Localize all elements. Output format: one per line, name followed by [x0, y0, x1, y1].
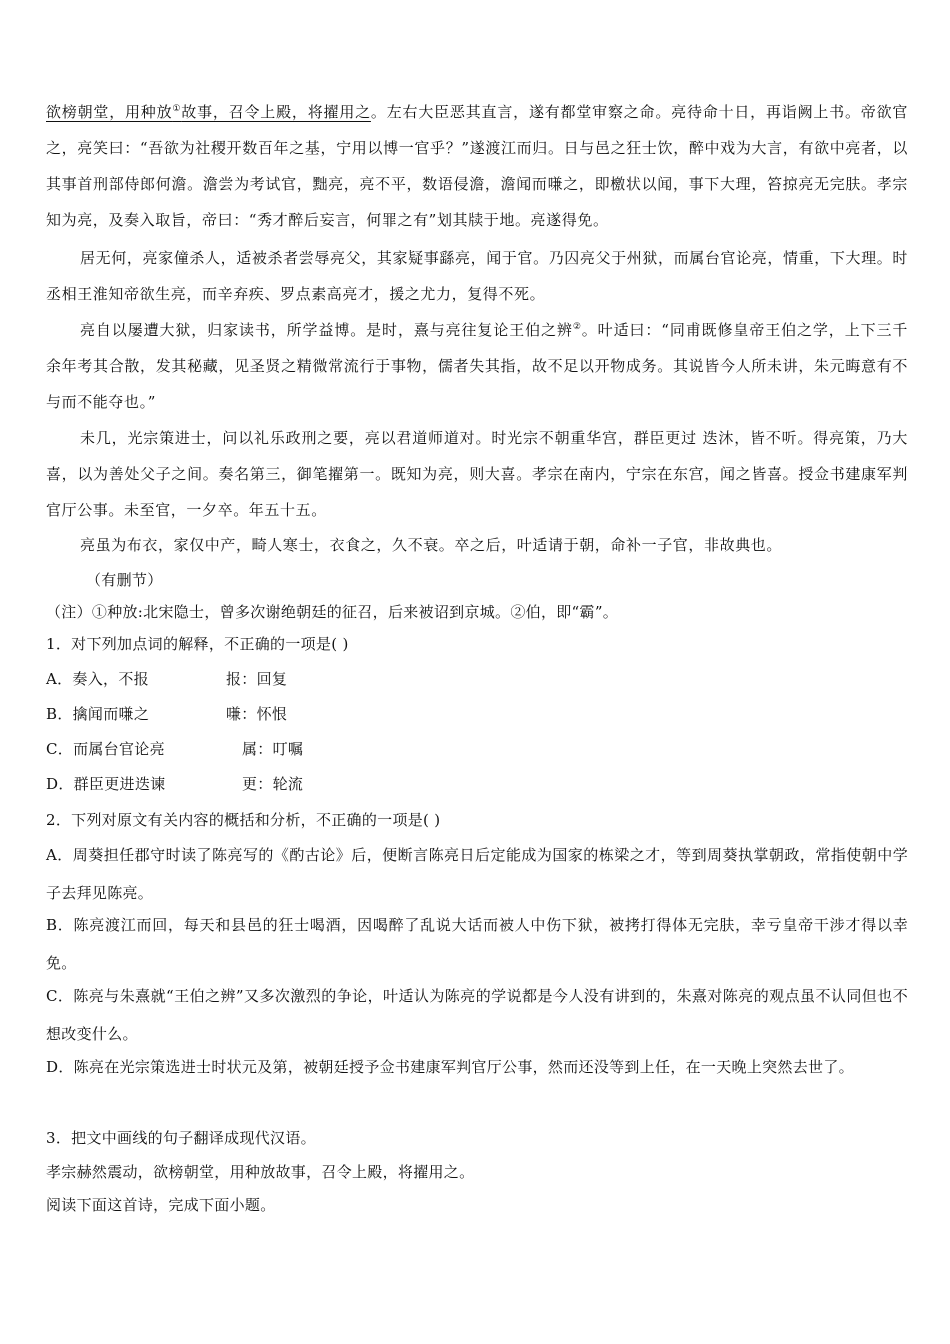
question-2-stem: 2．下列对原文有关内容的概括和分析，不正确的一项是( ): [46, 811, 441, 829]
option-b-gloss: 嗛：怀恨: [226, 705, 288, 723]
option-d-text: D．群臣更进迭谏: [46, 775, 166, 793]
question-1-option-c: [46, 731, 908, 767]
option-d-gloss: 更：轮流: [242, 775, 304, 793]
question-2-option-c: C．陈亮与朱熹就“王伯之辨”又多次激烈的争论，叶适认为陈亮的学说都是今人没有讲到的，朱熹对陈亮的观点虽不认同但也不想改变什么。: [46, 987, 908, 1043]
option-a-gloss: 报：回复: [226, 670, 288, 688]
question-1-option-d: [46, 766, 908, 802]
option-c-gloss: 属：叮嘱: [242, 740, 304, 758]
question-2-option-a: A．周葵担任郡守时读了陈亮写的《酌古论》后，便断言陈亮日后定能成为国家的栋梁之才，等到周葵执掌朝政，常指使朝中学子去拜见陈亮。: [46, 846, 908, 902]
question-2-option-d: D．陈亮在光宗策选进士时状元及第，被朝廷授予佥书建康军判官厅公事，然而还没等到上任，在一天晚上突然去世了。: [46, 1058, 854, 1076]
option-c-text: C．而属台官论亮: [46, 740, 165, 758]
footnote: （注）①种放:北宋隐士，曾多次谢绝朝廷的征召，后来被诏到京城。②伯，即“霸”。: [46, 603, 619, 621]
footnote-mark-1: ①: [172, 104, 182, 114]
underlined-part-1: 欲榜朝堂，用种放: [46, 103, 173, 121]
abridged-note: （有删节）: [86, 571, 163, 589]
question-1-option-a: [46, 661, 908, 697]
question-1-option-b: [46, 696, 908, 732]
underlined-sentence: [46, 103, 371, 121]
underlined-part-2: 故事，召令上殿，将擢用之: [181, 103, 371, 121]
question-2-option-b: B．陈亮渡江而回，每天和县邑的狂士喝酒，因喝醉了乱说大话而被人中伤下狱，被拷打得体无完肤，幸亏皇帝干涉才得以幸免。: [46, 916, 908, 972]
passage-paragraph-5: 亮虽为布衣，家仅中产，畸人寒士，衣食之，久不衰。卒之后，叶适请于朝，命补一子官，非故典也。: [80, 536, 783, 554]
next-section-prompt: 阅读下面这首诗，完成下面小题。: [46, 1196, 276, 1214]
question-1-stem: 1．对下列加点词的解释，不正确的一项是( ): [46, 635, 349, 653]
passage-paragraph-4: 未几，光宗策进士，问以礼乐政刑之要，亮以君道师道对。时光宗不朝重华宫，群臣更过 迭沐，皆不听。得亮策，乃大喜，以为善处父子之间。奏名第三，御笔擢第一。既知为亮，则大喜。孝宗在南内，宁宗在东宫，闻之皆喜。授佥书建康军判官厅公事。未至官，一夕卒。年五十五。: [46, 429, 908, 519]
option-b-text: B．擒闻而嗛之: [46, 705, 150, 723]
passage-paragraph-3: [46, 312, 908, 420]
option-a-text: A．奏入，不报: [46, 670, 149, 688]
footnote-mark-2: ②: [572, 322, 582, 332]
passage-paragraph-2: 居无何，亮家僮杀人，适被杀者尝辱亮父，其家疑事繇亮，闻于官。乃囚亮父于州狱，而属台官论亮，情重，下大理。时丞相王淮知帝欲生亮，而辛弃疾、罗点素高亮才，援之尤力，复得不死。: [46, 249, 908, 303]
paragraph-1-rest: 。左右大臣恶其直言，遂有都堂审察之命。亮待命十日，再诣阙上书。帝欲官之，亮笑曰：“吾欲为社稷开数百年之基，宁用以博一官乎？”遂渡江而归。日与邑之狂士饮，醉中戏为大言，有欲中亮者，以其事首刑部侍郎何澹。澹尝为考试官，黜亮，亮不平，数语侵澹，澹闻而嗛之，即檄状以闻，事下大理，笞掠亮无完肤。孝宗知为亮，及奏入取旨，帝曰：“秀才醉后妄言，何罪之有”划其牍于地。亮遂得免。: [46, 103, 908, 229]
question-3-stem: 3．把文中画线的句子翻译成现代汉语。: [46, 1129, 316, 1147]
question-3-sentence: 孝宗赫然震动，欲榜朝堂，用种放故事，召令上殿，将擢用之。: [46, 1163, 475, 1181]
passage-paragraph-1: [46, 94, 908, 238]
paragraph-3-part-a: 亮自以屡遭大狱，归家读书，所学益博。是时，熹与亮往复论王伯之辨: [80, 321, 573, 339]
paragraph-3-part-b: 。叶适曰：“同甫既修皇帝王伯之学，上下三千余年考其合散，发其秘藏，见圣贤之精微常流行于事物，儒者失其指，故不足以开物成务。其说皆今人所未讲，朱元晦意有不与而不能夺也。”: [46, 321, 908, 411]
